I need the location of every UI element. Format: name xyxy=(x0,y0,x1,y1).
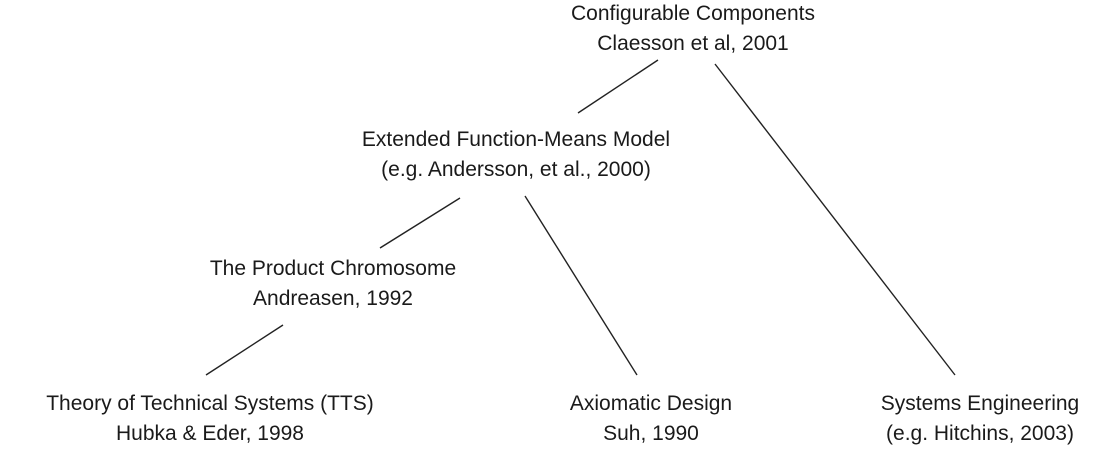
node-reference: Suh, 1990 xyxy=(603,422,699,445)
node-title: Configurable Components xyxy=(571,2,815,25)
edge-configurable-to-extended xyxy=(578,60,658,113)
edge-product-chromosome-to-tts xyxy=(206,325,283,375)
node-reference: Claesson et al, 2001 xyxy=(597,32,789,55)
node-systems-engineering xyxy=(846,389,1114,449)
node-reference: Andreasen, 1992 xyxy=(253,287,413,310)
edge-extended-to-product-chromosome xyxy=(380,198,460,248)
node-extended-function-means-model xyxy=(314,125,718,185)
node-title: Axiomatic Design xyxy=(569,392,733,415)
node-title: The Product Chromosome xyxy=(209,257,457,280)
node-reference: Hubka & Eder, 1998 xyxy=(116,422,304,445)
node-title: Systems Engineering xyxy=(880,392,1080,415)
node-reference: (e.g. Andersson, et al., 2000) xyxy=(381,158,651,181)
node-axiomatic-design xyxy=(530,389,772,449)
edge-configurable-to-systems-engineering xyxy=(715,64,955,375)
node-configurable-components xyxy=(540,0,846,59)
node-product-chromosome xyxy=(168,254,498,314)
node-theory-of-technical-systems xyxy=(0,389,420,449)
node-title: Extended Function-Means Model xyxy=(361,128,671,151)
node-title: Theory of Technical Systems (TTS) xyxy=(46,392,374,415)
node-reference: (e.g. Hitchins, 2003) xyxy=(886,422,1074,445)
edge-extended-to-axiomatic-design xyxy=(525,196,637,375)
